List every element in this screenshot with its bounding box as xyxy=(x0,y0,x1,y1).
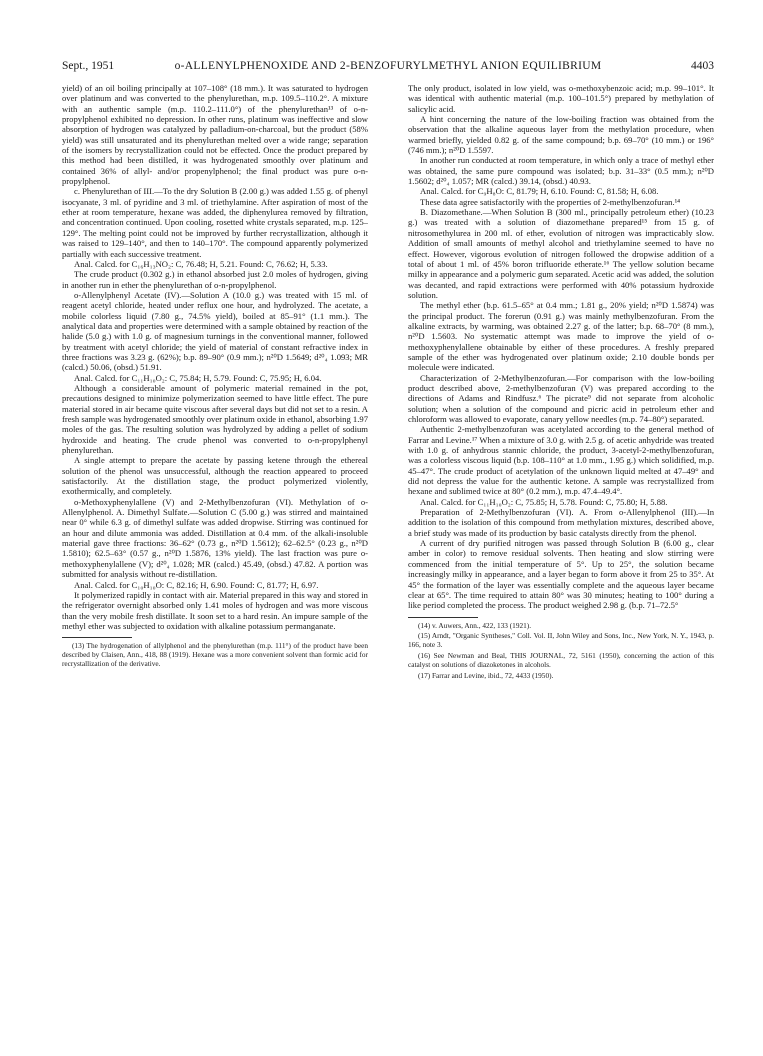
left-column xyxy=(62,83,368,671)
right-column xyxy=(408,83,714,683)
paragraph: A single attempt to prepare the acetate by passing ketene through the ethereal solution of the phenol was unsuccessful, although the reaction appeared to proceed satisfactorily. At the distillation stage, the product polymerized violently, exothermically, and completely. xyxy=(62,455,368,497)
analysis-line: Anal. Calcd. for C₉H₈O: C, 81.79; H, 6.10. Found: C, 81.58; H, 6.08. xyxy=(420,186,659,197)
header-title: o-ALLENYLPHENOXIDE AND 2-BENZOFURYLMETHYL ANION EQUILIBRIUM xyxy=(174,60,602,72)
paragraph: B. Diazomethane.—When Solution B (300 ml., principally petroleum ether) (10.23 g.) was treated with a solution of diazomethane prepared¹⁵ from 15 g. of nitrosomethylurea in 200 ml. of ether, evolution of nitrogen was impracticably slow. Addition of small amounts of methyl alcohol and triethylamine seemed to have no effect. However, vigorous evolution of nitrogen followed the dropwise addition of a total of about 1 ml. of 45% boron trifluoride etherate.¹⁶ The yellow solution became milky in appearance and a polymeric gum separated. Acetic acid was added, the solution was decanted, and rapid extractions were performed with 40% potassium hydroxide solution. xyxy=(408,207,714,300)
paragraph: It polymerized rapidly in contact with air. Material prepared in this way and stored in the refrigerator overnight absorbed only 1.41 moles of hydrogen and was more viscous than the very mobile fresh distillate. It soon set to a hard resin. An impure sample of the methyl ether was subjected to oxidation with alkaline potassium permanganate. xyxy=(62,589,368,631)
footnotes xyxy=(408,622,714,681)
footnote-rule xyxy=(408,617,478,618)
paragraph: o-Methoxyphenylallene (V) and 2-Methylbenzofuran (VI). Methylation of o-Allenylphenol. A. Dimethyl Sulfate.—Solution C (5.00 g.) was stirred and maintained near 0° while 6.3 g. of dimethyl sulfate was added dropwise. Stirring was continued for an hour and dilute ammonia was added. Distillation at 0.4 mm. of the alkali-insoluble material gave three fractions: 36–62° (0.73 g., n²⁰D 1.5612); 62–62.5° (0.23 g., n²⁰D 1.5810); 62.5–63° (0.57 g., n²⁰D 1.5876, 13% yield). The last fraction was pure o-methoxyphenylallene (V); d²⁰₄ 1.028; MR (calcd.) 45.49, (obsd.) 47.82. A portion was submitted for analysis without re-distillation. xyxy=(62,496,368,580)
analysis-line: Anal. Calcd. for C₁₆H₁₃NO₂: C, 76.48; H, 5.21. Found: C, 76.62; H, 5.33. xyxy=(74,258,328,269)
footnote: (14) v. Auwers, Ann., 422, 133 (1921). xyxy=(418,620,532,630)
paragraph: yield) of an oil boiling principally at 107–108° (18 mm.). It was saturated to hydrogen over platinum and was converted to the phenylurethan, m.p. 109.5–110.2°. A mixture with an authentic sample (m.p. 110.2–111.0°) of the phenylurethan¹³ of o-n-propylphenol exhibited no depression. In other runs, platinum was ineffective and slow absorption of hydrogen was catalyzed by palladium-on-charcoal, but the product (58% yield) was still unsaturated and its phenylurethan melted over a wide range; separation of the isomers by recrystallization could not be effected. Once the product prepared by this method had been distilled, it was hydrogenated smoothly over platinum and contained 36% of allyl- and/or propenylphenol; the final product was pure o-n-propylphenol. xyxy=(62,83,368,187)
analysis-line: Anal. Calcd. for C₁₀H₁₀O: C, 82.16; H, 6.90. Found: C, 81.77; H, 6.97. xyxy=(74,579,319,590)
paragraph: Characterization of 2-Methylbenzofuran.—For comparison with the low-boiling product described above, 2-methylbenzofuran (V) was prepared according to the directions of Adams and Rindfusz.⁶ The picrate⁹ did not separate from alcoholic solution; when a solution of the compound and picric acid in petroleum ether and chloroform was allowed to evaporate, canary yellow needles (m.p. 74–80°) separated. xyxy=(408,372,714,424)
footnote: (15) Arndt, "Organic Syntheses," Coll. Vol. II, John Wiley and Sons, Inc., New York, N. Y., 1943, p. 166, note 3. xyxy=(408,631,714,650)
paragraph: Authentic 2-methylbenzofuran was acetylated according to the general method of Farrar and Levine.¹⁷ When a mixture of 3.0 g. with 2.5 g. of acetic anhydride was treated with 1.0 g. of anhydrous stannic chloride, the product, 3-acetyl-2-methylbenzofuran, was a colorless viscous liquid (b.p. 108–110° at 1.0 mm., 1.95 g.) which solidified, m.p. 45–47°. The crude product of acetylation of the unknown liquid melted at 47–49° and did not depress the value for the authentic ketone. A sample was recrystallized from hexane and sublimed twice at 80° (0.2 mm.), m.p. 47.4–49.4°. xyxy=(408,424,714,497)
paragraph: Preparation of 2-Methylbenzofuran (VI). A. From o-Allenylphenol (III).—In addition to the isolation of this compound from methylation mixtures, described above, a brief study was made of its production by basic catalysts directly from the phenol. xyxy=(408,507,714,538)
paragraph: These data agree satisfactorily with the properties of 2-methylbenzofuran.¹⁴ xyxy=(420,196,681,207)
paragraph: o-Allenylphenyl Acetate (IV).—Solution A (10.0 g.) was treated with 15 ml. of reagent acetyl chloride, heated under reflux one hour, and hydrolyzed. The acetate, a mobile colorless liquid (7.80 g., 74.5% yield), boiled at 85–91° (1.1 mm.). The analytical data and properties were determined with a sample obtained by reaction of the halide (5.0 g.) with 1.0 g. of magnesium turnings in the conventional manner, followed by treatment with acetyl chloride; the yield of material of constant refractive index in three fractions was 3.23 g. (62%); b.p. 89–90° (0.9 mm.); n²⁰D 1.5649; d²⁰₄ 1.093; MR (calcd.) 50.06, (obsd.) 51.91. xyxy=(62,289,368,373)
paragraph: A hint concerning the nature of the low-boiling fraction was obtained from the observation that the alkaline aqueous layer from the methylation procedure, when warmed briefly, yielded 0.82 g. of the same compound; b.p. 69–70° (10 mm.) or 196° (746 mm.); n²⁰D 1.5597. xyxy=(408,114,714,156)
header-page-number: 4403 xyxy=(691,60,714,72)
footnote: (13) The hydrogenation of allylphenol and the phenylurethan (m.p. 111°) of the product have been described by Claisen, Ann., 418, 88 (1919). Hexane was a more convenient solvent than formic acid for recrystallization of the derivative. xyxy=(62,641,368,669)
footnote: (16) See Newman and Beal, THIS JOURNAL, 72, 5161 (1950), concerning the action of this catalyst on solutions of diazoketones in alcohols. xyxy=(408,651,714,670)
footnote: (17) Farrar and Levine, ibid., 72, 4433 (1950). xyxy=(418,671,554,681)
analysis-line: Anal. Calcd. for C₁₁H₁₀O₂: C, 75.85; H, 5.78. Found: C, 75.80; H, 5.88. xyxy=(420,496,668,507)
footnotes xyxy=(62,642,368,669)
paragraph: c. Phenylurethan of III.—To the dry Solution B (2.00 g.) was added 1.55 g. of phenyl isocyanate, 3 ml. of pyridine and 3 ml. of triethylamine. After aspiration of most of the ether at room temperature, hexane was added, the diphenylurea removed by filtration, and concentration continued. Upon cooling, rosetted white crystals separated, m.p. 125–129°. The melting point could not be improved by further recrystallization, although it was raised to 129–140°, and then to 140–170°. The compound apparently polymerized partially with each successive treatment. xyxy=(62,186,368,259)
paragraph: The methyl ether (b.p. 61.5–65° at 0.4 mm.; 1.81 g., 20% yield; n²⁰D 1.5874) was the principal product. The forerun (0.91 g.) was mainly methylbenzofuran. From the alkaline extracts, by warming, was obtained 2.27 g. of the latter; b.p. 68–70° (8 mm.), n²⁰D 1.5603. No systematic attempt was made to improve the yield of o-methoxyphenylallene obtainable by either of these procedures. A freshly prepared sample of the ether was hydrogenated over platinum oxide; 2.10 double bonds per molecule were indicated. xyxy=(408,300,714,373)
paragraph: A current of dry purified nitrogen was passed through Solution B (6.00 g., clear amber in color) to remove residual solvents. Then heating and slow stirring were commenced from the initial temperature of 5°. Up to 25°, the solution became increasingly milky in appearance, and a layer began to form above it from 25 to 35°. At 45° the formation of the layer was essentially complete and the aqueous layer became clear at 65°. The time required to attain 80° was 30 minutes; heating to 100° during a like period completed the process. The product weighed 2.98 g. (b.p. 71–72.5° xyxy=(408,538,714,611)
running-header xyxy=(62,60,714,76)
footnote-rule xyxy=(62,637,132,638)
header-date: Sept., 1951 xyxy=(62,60,115,72)
paragraph: The only product, isolated in low yield, was o-methoxybenzoic acid; m.p. 99–101°. It was identical with authentic material (m.p. 100–101.5°) prepared by methylation of salicylic acid. xyxy=(408,83,714,114)
paragraph: In another run conducted at room temperature, in which only a trace of methyl ether was obtained, the same pure compound was isolated; b.p. 31–33° (0.5 mm.); n²⁰D 1.5602; d²⁰₄ 1.057; MR (calcd.) 39.14, (obsd.) 40.93. xyxy=(408,155,714,187)
paragraph: Although a considerable amount of polymeric material remained in the pot, precautions designed to minimize polymerization seemed to have little effect. The pure material stored in air became quite viscous after several days but did not set to a resin. A fresh sample was hydrogenated smoothly over platinum oxide in ethanol, absorbing 1.97 moles of the gas. The resulting solution was hydrolyzed by adding a pellet of sodium hydroxide and heating. The crude phenol was converted to o-n-propylphenyl phenylurethan. xyxy=(62,382,368,456)
paragraph: The crude product (0.302 g.) in ethanol absorbed just 2.0 moles of hydrogen, giving in another run in ether the phenylurethan of o-n-propylphenol. xyxy=(62,269,368,290)
analysis-line: Anal. Calcd. for C₁₁H₁₀O₂: C, 75.84; H, 5.79. Found: C, 75.95; H, 6.04. xyxy=(74,372,322,383)
